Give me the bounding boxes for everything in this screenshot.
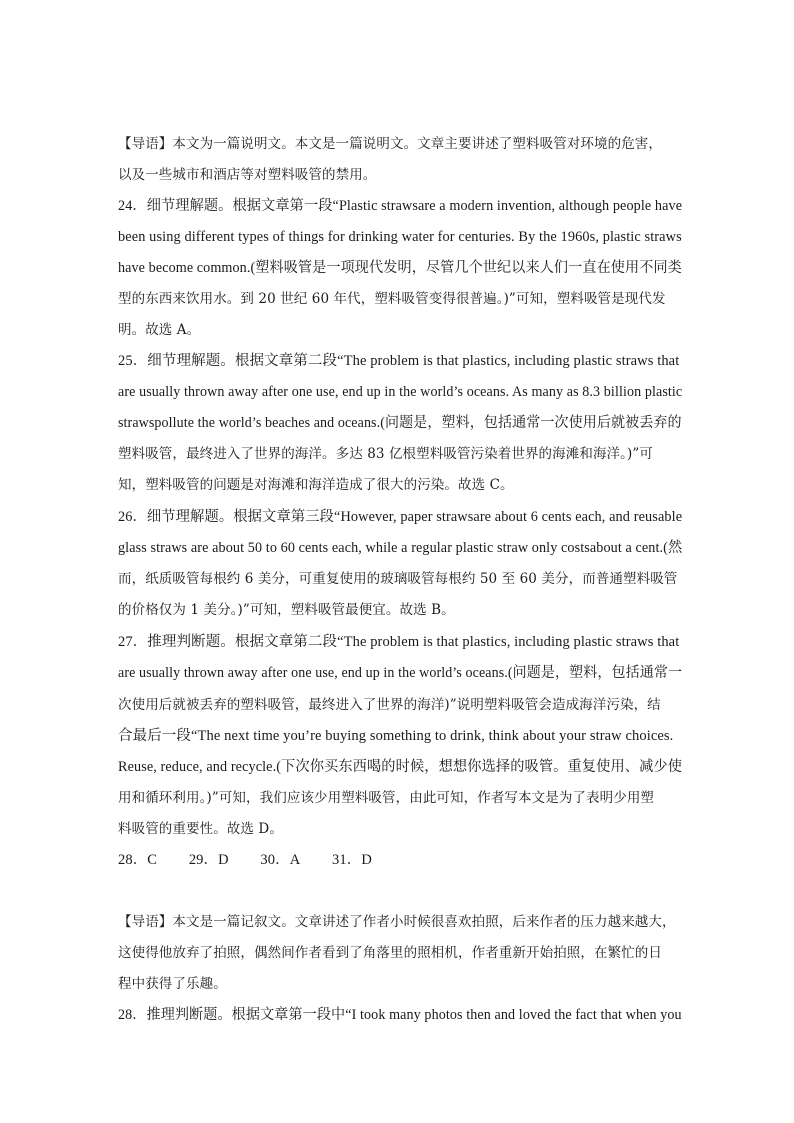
q25-line-1: 25．细节理解题。根据文章第二段“The problem is that plastics, including plastic straws that — [118, 353, 680, 369]
q26-line-1: 26．细节理解题。根据文章第三段“However, paper strawsare about 6 cents each, and reusable — [118, 509, 683, 525]
q27-line-7: 料吸管的重要性。故选 D。 — [118, 821, 283, 837]
q27-line-4: 合最后一段“The next time you’re buying something to drink, think about your straw choices. — [118, 728, 674, 744]
q24-line-4: 型的东西来饮用水。到 20 世纪 60 年代，塑料吸管变得很普遍。)”可知，塑料吸管是现代发 — [118, 291, 666, 307]
q25-line-4: 塑料吸管，最终进入了世界的海洋。多达 83 亿根塑料吸管污染着世界的海滩和海洋。)”可 — [118, 446, 653, 462]
q27-line-5: Reuse, reduce, and recycle.(下次你买东西喝的时候，想想你选择的吸管。重复使用、减少使 — [118, 759, 683, 775]
answer-29: 29．D — [188, 852, 229, 868]
answer-30: 30．A — [260, 852, 301, 868]
intro2-line-1: 【导语】本文是一篇记叙文。文章讲述了作者小时候很喜欢拍照，后来作者的压力越来越大， — [118, 914, 676, 930]
answer-row — [118, 850, 400, 870]
q24-line-2: been using different types of things for drinking water for centuries. By the 1960s, plastic straws — [118, 229, 682, 245]
answer-31: 31．D — [332, 852, 372, 868]
q27-line-1: 27．推理判断题。根据文章第二段“The problem is that plastics, including plastic straws that — [118, 634, 680, 650]
q27-line-6: 用和循环利用。)”可知，我们应该少用塑料吸管，由此可知，作者写本文是为了表明少用塑 — [118, 790, 655, 806]
q28-line-1: 28．推理判断题。根据文章第一段中“I took many photos then and loved the fact that when you — [118, 1007, 682, 1023]
q25-line-5: 知，塑料吸管的问题是对海滩和海洋造成了很大的污染。故选 C。 — [118, 477, 514, 493]
q25-line-2: are usually thrown away after one use, end up in the world’s oceans. As many as 8.3 billion plastic — [118, 384, 683, 400]
answer-28: 28．C — [118, 852, 158, 868]
intro-line-1: 【导语】本文为一篇说明文。本文是一篇说明文。文章主要讲述了塑料吸管对环境的危害， — [118, 136, 662, 152]
intro2-line-3: 程中获得了乐趣。 — [118, 976, 227, 992]
q24-line-3: have become common.(塑料吸管是一项现代发明，尽管几个世纪以来人们一直在使用不同类 — [118, 260, 682, 276]
q24-line-5: 明。故选 A。 — [118, 322, 201, 338]
q27-line-3: 次使用后就被丢弃的塑料吸管，最终进入了世界的海洋)”说明塑料吸管会造成海洋污染，结 — [118, 697, 661, 713]
q26-line-2: glass straws are about 50 to 60 cents each, while a regular plastic straw only costsabout a cent.(然 — [118, 540, 683, 556]
intro2-line-2: 这使得他放弃了拍照，偶然间作者看到了角落里的照相机，作者重新开始拍照，在繁忙的日 — [118, 945, 662, 961]
q24-line-1: 24．细节理解题。根据文章第一段“Plastic strawsare a modern invention, although people have — [118, 198, 683, 214]
q27-line-2: are usually thrown away after one use, end up in the world’s oceans.(问题是，塑料，包括通常一 — [118, 665, 683, 681]
q26-line-4: 的价格仅为 1 美分。)”可知，塑料吸管最便宜。故选 B。 — [118, 602, 455, 618]
intro-line-2: 以及一些城市和酒店等对塑料吸管的禁用。 — [118, 167, 377, 183]
q26-line-3: 而，纸质吸管每根约 6 美分，可重复使用的玻璃吸管每根约 50 至 60 美分，而普通塑料吸管 — [118, 571, 678, 587]
q25-line-3: strawspollute the world’s beaches and oceans.(问题是，塑料，包括通常一次使用后就被丢弃的 — [118, 415, 682, 431]
